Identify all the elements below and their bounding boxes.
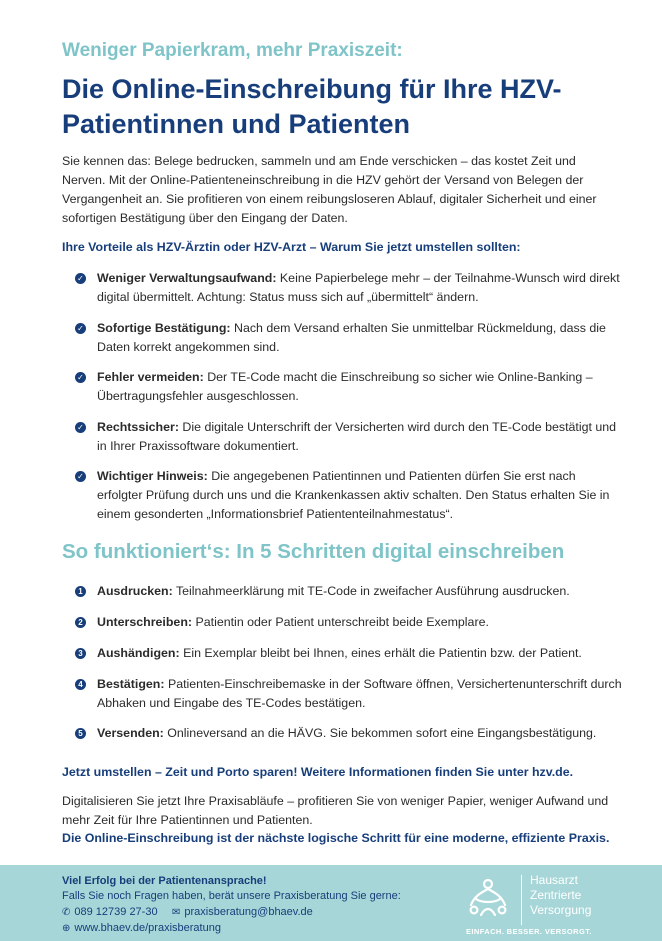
phone-number[interactable]: 089 12739 27-30 (74, 906, 158, 918)
footer-website[interactable] (62, 922, 221, 934)
check-circle-icon: ✓ (75, 471, 86, 482)
phone-icon: ✆ (62, 907, 71, 918)
benefits-heading: Ihre Vorteile als HZV-Ärztin oder HZV-Arzt – Warum Sie jetzt umstellen sollten: (62, 240, 521, 254)
step-number-badge: 4 (75, 679, 86, 690)
step-label: Ausdrucken: (97, 584, 173, 598)
page-title: Die Online-Einschreibung für Ihre HZV-Patientinnen und Patienten (62, 74, 562, 139)
outro-paragraph: Digitalisieren Sie jetzt Ihre Praxisabläufe – profitieren Sie von weniger Papier, weniger Aufwand und mehr Zeit für Ihre Patientinnen und Patienten. (62, 794, 609, 827)
logo-line-2: Zentrierte (530, 888, 582, 902)
step-number-badge: 1 (75, 586, 86, 597)
steps-heading: So funktioniert‘s: In 5 Schritten digital einschreiben (62, 540, 565, 563)
benefit-text: Nach dem Versand erhalten Sie unmittelbar Rückmeldung, dass die Daten korrekt angekommen sind. (97, 321, 606, 354)
step-label: Bestätigen: (97, 677, 165, 691)
hzv-logo (466, 873, 636, 937)
website-link[interactable]: www.bhaev.de/praxisberatung (74, 922, 221, 934)
check-circle-icon: ✓ (75, 323, 86, 334)
step-text: Patienten-Einschreibemaske in der Software öffnen, Versichertenunterschrift durch Abhaken und Eingabe des TE-Codes bestätigen. (97, 677, 622, 710)
logo-line-1: Hausarzt (530, 873, 579, 887)
intro-paragraph: Sie kennen das: Belege bedrucken, sammeln und am Ende verschicken – das kostet Zeit und Nerven. Mit der Online-Patienteneinschreibung in die HZV gehört der Versand von Belegen der Vergangenheit an. Sie profitieren von einem reibungsloseren Ablauf, digitaler Sicherheit und einer sofortigen Bestätigung über den Eingang der Daten. (62, 154, 597, 225)
footer-title: Viel Erfolg bei der Patientenansprache! (62, 875, 267, 887)
logo-line-3: Versorgung (530, 903, 592, 917)
step-label: Versenden: (97, 726, 164, 740)
step-number-badge: 5 (75, 728, 86, 739)
email-link[interactable]: praxisberatung@bhaev.de (184, 906, 313, 918)
hzv-logo-mark-icon (466, 877, 510, 919)
benefit-text: Der TE-Code macht die Einschreibung so sicher wie Online-Banking – Übertragungsfehler ausgeschlossen. (97, 370, 593, 403)
check-circle-icon: ✓ (75, 422, 86, 433)
step-text: Onlineversand an die HÄVG. Sie bekommen sofort eine Eingangsbestätigung. (167, 726, 597, 740)
benefit-label: Fehler vermeiden: (97, 370, 204, 384)
kicker-title: Weniger Papierkram, mehr Praxiszeit: (62, 40, 403, 61)
footer-contact-text: Falls Sie noch Fragen haben, berät unsere Praxisberatung Sie gerne: (62, 890, 401, 902)
step-number-badge: 3 (75, 648, 86, 659)
benefit-label: Rechtssicher: (97, 420, 179, 434)
globe-icon: ⊕ (62, 923, 71, 934)
footer-email[interactable] (172, 906, 313, 918)
check-circle-icon: ✓ (75, 273, 86, 284)
step-text: Patientin oder Patient unterschreibt beide Exemplare. (195, 615, 489, 629)
check-circle-icon: ✓ (75, 372, 86, 383)
call-to-action: Jetzt umstellen – Zeit und Porto sparen! Weitere Informationen finden Sie unter hzv.de. (62, 765, 574, 779)
benefit-text: Die angegebenen Patientinnen und Patienten dürfen Sie erst nach erfolgter Prüfung durch uns und die Krankenkassen aktiv schalten. Den Status erhalten Sie in einem gesonderten „Informationsbrief Patiententeilnahmestatus“. (97, 469, 610, 521)
benefit-text: Die digitale Unterschrift der Versicherten wird durch den TE-Code bestätigt und in Ihrer Praxissoftware dokumentiert. (97, 420, 617, 453)
step-number-badge: 2 (75, 617, 86, 628)
step-label: Aushändigen: (97, 646, 180, 660)
logo-slogan: EINFACH. BESSER. VERSORGT. (466, 927, 592, 936)
benefit-label: Wichtiger Hinweis: (97, 469, 208, 483)
step-text: Teilnahmeerklärung mit TE-Code in zweifacher Ausführung ausdrucken. (175, 584, 570, 598)
benefit-text: Keine Papierbelege mehr – der Teilnahme-Wunsch wird direkt digital übermittelt. Achtung: Status muss sich auf „übermittelt“ ändern. (97, 271, 620, 304)
mail-icon: ✉ (172, 907, 181, 918)
benefit-label: Sofortige Bestätigung: (97, 321, 231, 335)
footer (0, 865, 662, 941)
step-label: Unterschreiben: (97, 615, 193, 629)
logo-wordmark (530, 873, 591, 918)
benefit-label: Weniger Verwaltungsaufwand: (97, 271, 277, 285)
outro-highlight: Die Online-Einschreibung ist der nächste logische Schritt für eine moderne, effiziente Praxis. (62, 831, 610, 845)
logo-divider (521, 875, 522, 925)
step-text: Ein Exemplar bleibt bei Ihnen, eines erhält die Patientin bzw. der Patient. (183, 646, 582, 660)
footer-phone[interactable] (62, 906, 158, 918)
